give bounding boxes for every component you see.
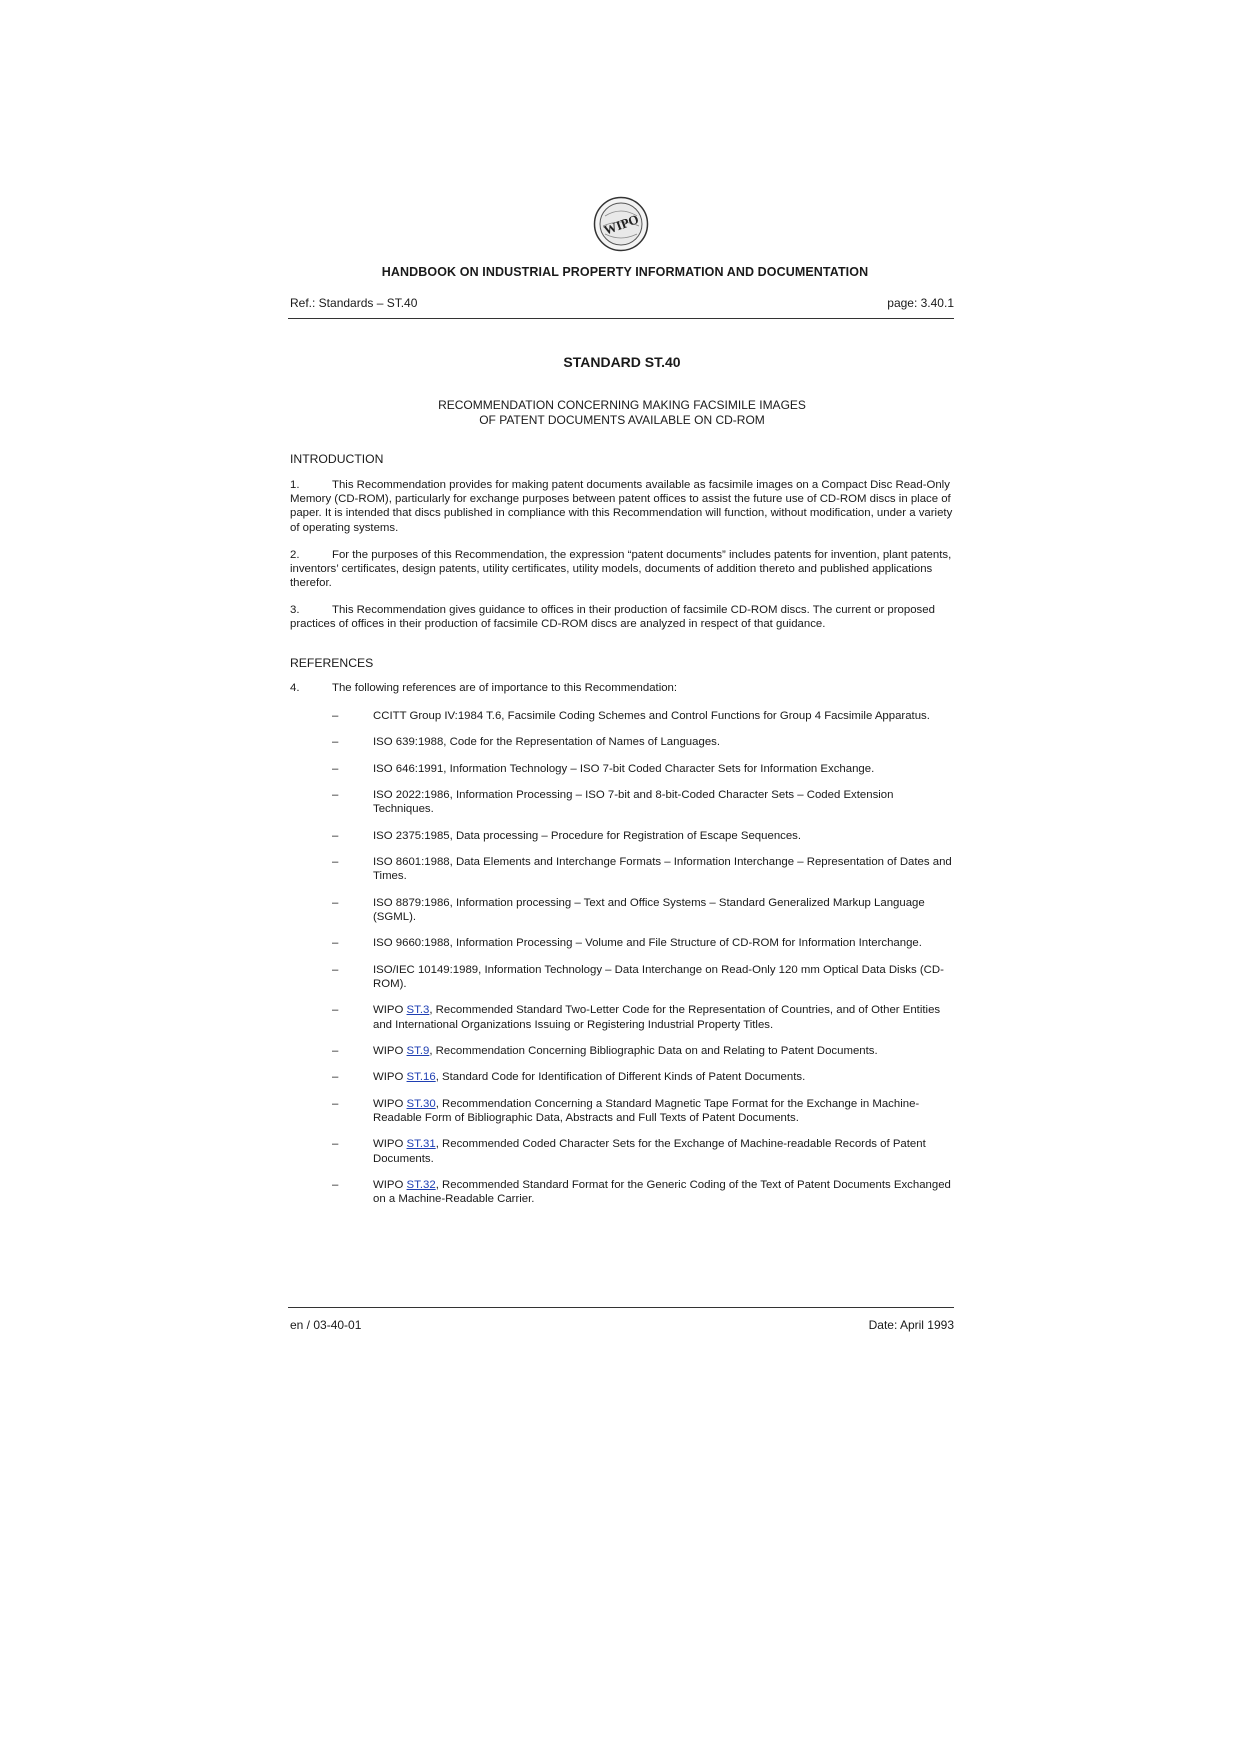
page-label: page: 3.40.1 [887, 296, 954, 310]
reference-description: ISO 639:1988, Code for the Representation of Names of Languages. [373, 736, 721, 749]
standard-title: STANDARD ST.40 [563, 354, 681, 370]
standard-link[interactable]: ST.31 [406, 1138, 436, 1151]
paragraph-3 [290, 603, 954, 631]
paragraph-1 [290, 478, 954, 535]
reference-text [373, 709, 956, 723]
list-bullet: – [332, 963, 339, 976]
references-heading: REFERENCES [290, 656, 374, 670]
reference-text [373, 936, 956, 950]
standard-link[interactable]: ST.32 [406, 1178, 436, 1191]
paragraph-2 [290, 548, 954, 591]
list-bullet: – [332, 762, 339, 775]
paragraph-text: This Recommendation gives guidance to offices in their production of facsimile CD-ROM discs. The current or proposed practices of offices in their production of facsimile CD-ROM discs are analyzed in respect of that guidance. [290, 604, 935, 631]
paragraph-text: This Recommendation provides for making patent documents available as facsimile images on a Compact Disc Read-Only Memory (CD-ROM), particularly for exchange purposes between patent offices to assist the future use of CD-ROM discs in place of paper. It is intended that discs published in compliance with this Recommendation will function, without modification, under a variety of operating systems. [290, 479, 953, 534]
reference-text [373, 829, 956, 843]
standard-link[interactable]: ST.9 [406, 1044, 430, 1057]
reference-description: ISO 2375:1985, Data processing – Procedure for Registration of Escape Sequences. [373, 829, 802, 842]
paragraph-text: For the purposes of this Recommendation, the expression “patent documents” includes patents for invention, plant patents, inventors’ certificates, design patents, utility certificates, utility models, documents of addition thereto and published applications therefor. [290, 549, 952, 590]
paragraph-text: The following references are of importance to this Recommendation: [332, 682, 678, 694]
footer-row [290, 1318, 954, 1332]
reference-item [332, 855, 956, 883]
paragraph-number: 2. [290, 549, 300, 561]
logo-text: WIPO [601, 211, 641, 238]
reference-text [373, 855, 956, 883]
reference-text [373, 1178, 956, 1206]
reference-text [373, 1137, 956, 1165]
standard-link[interactable]: ST.16 [406, 1071, 436, 1084]
reference-description: , Standard Code for Identification of Different Kinds of Patent Documents. [435, 1071, 806, 1084]
reference-description: , Recommendation Concerning a Standard Magnetic Tape Format for the Exchange in Machine-Readable Form of Bibliographic Data, Abstracts and Full Texts of Patent Documents. [373, 1097, 920, 1124]
reference-description: , Recommended Standard Two-Letter Code for the Representation of Countries, and of Other Entities and International Organizations Issuing or Registering Industrial Property Titles. [373, 1004, 941, 1031]
reference-description: , Recommended Standard Format for the Generic Coding of the Text of Patent Documents Exchanged on a Machine-Readable Carrier. [373, 1178, 951, 1206]
list-bullet: – [332, 1044, 339, 1057]
list-bullet: – [332, 1138, 339, 1151]
reference-item [332, 1044, 956, 1058]
list-bullet: – [332, 1071, 339, 1084]
list-bullet: – [332, 896, 339, 909]
reference-text [373, 788, 956, 816]
reference-item [332, 936, 956, 950]
reference-description: ISO 8601:1988, Data Elements and Interchange Formats – Information Interchange – Representation of Dates and Times. [373, 856, 952, 883]
reference-item [332, 1097, 956, 1125]
wipo-logo-icon [593, 196, 649, 252]
reference-prefix: WIPO [373, 1097, 407, 1110]
reference-prefix: WIPO [373, 1071, 407, 1084]
reference-description: , Recommendation Concerning Bibliographic Data on and Relating to Patent Documents. [429, 1044, 878, 1057]
standard-link[interactable]: ST.30 [406, 1097, 436, 1110]
paragraph-number: 4. [290, 682, 300, 694]
reference-text [373, 762, 956, 776]
list-bullet: – [332, 829, 339, 842]
reference-item [332, 735, 956, 749]
reference-prefix: WIPO [373, 1004, 407, 1017]
subtitle-line-1: RECOMMENDATION CONCERNING MAKING FACSIMILE IMAGES [438, 398, 806, 412]
reference-item [332, 1003, 956, 1031]
list-bullet: – [332, 937, 339, 950]
reference-text [373, 1003, 956, 1031]
list-bullet: – [332, 789, 339, 802]
reference-item [332, 1178, 956, 1206]
list-bullet: – [332, 1097, 339, 1110]
subtitle-line-2: OF PATENT DOCUMENTS AVAILABLE ON CD-ROM [479, 412, 765, 427]
reference-text [373, 1070, 956, 1084]
reference-description: ISO/IEC 10149:1989, Information Technology – Data Interchange on Read-Only 120 mm Optical Data Disks (CD-ROM). [373, 963, 944, 990]
reference-description: ISO 9660:1988, Information Processing – Volume and File Structure of CD-ROM for Information Interchange. [373, 937, 922, 950]
reference-description: ISO 2022:1986, Information Processing – ISO 7-bit and 8-bit-Coded Character Sets – Coded Extension Techniques. [373, 789, 894, 816]
document-code: en / 03-40-01 [290, 1318, 362, 1332]
reference-item [332, 709, 956, 723]
header-divider [288, 318, 954, 319]
reference-item [332, 788, 956, 816]
reference-text [373, 963, 956, 991]
document-date: Date: April 1993 [868, 1318, 954, 1332]
references-list [332, 709, 956, 1218]
reference-description: , Recommended Coded Character Sets for the Exchange of Machine-readable Records of Patent Documents. [373, 1138, 926, 1165]
standard-subtitle [290, 398, 954, 427]
reference-description: CCITT Group IV:1984 T.6, Facsimile Coding Schemes and Control Functions for Group 4 Facsimile Apparatus. [373, 710, 930, 722]
list-bullet: – [332, 710, 339, 722]
reference-item [332, 963, 956, 991]
paragraph-number: 3. [290, 604, 300, 616]
reference-item [332, 1137, 956, 1165]
reference-prefix: WIPO [373, 1044, 407, 1057]
header-row [290, 296, 954, 310]
list-bullet: – [332, 1178, 339, 1191]
footer-divider [288, 1307, 954, 1308]
list-bullet: – [332, 1004, 339, 1017]
list-bullet: – [332, 736, 339, 749]
reference-text [373, 1097, 956, 1125]
paragraph-4 [290, 682, 677, 694]
reference-item [332, 762, 956, 776]
reference-prefix: WIPO [373, 1178, 407, 1191]
introduction-heading: INTRODUCTION [290, 452, 384, 466]
reference-item [332, 1070, 956, 1084]
reference-text [373, 896, 956, 924]
standard-link[interactable]: ST.3 [406, 1004, 430, 1017]
reference-item [332, 829, 956, 843]
list-bullet: – [332, 856, 339, 869]
reference-description: ISO 646:1991, Information Technology – ISO 7-bit Coded Character Sets for Information Exchange. [373, 762, 875, 775]
reference-item [332, 896, 956, 924]
reference-description: ISO 8879:1986, Information processing – Text and Office Systems – Standard Generalized Markup Language (SGML). [373, 896, 925, 923]
handbook-title: HANDBOOK ON INDUSTRIAL PROPERTY INFORMATION AND DOCUMENTATION [381, 265, 869, 279]
ref-label: Ref.: Standards – ST.40 [290, 296, 418, 310]
paragraph-number: 1. [290, 479, 300, 491]
reference-prefix: WIPO [373, 1138, 407, 1151]
reference-text [373, 735, 956, 749]
reference-text [373, 1044, 956, 1058]
